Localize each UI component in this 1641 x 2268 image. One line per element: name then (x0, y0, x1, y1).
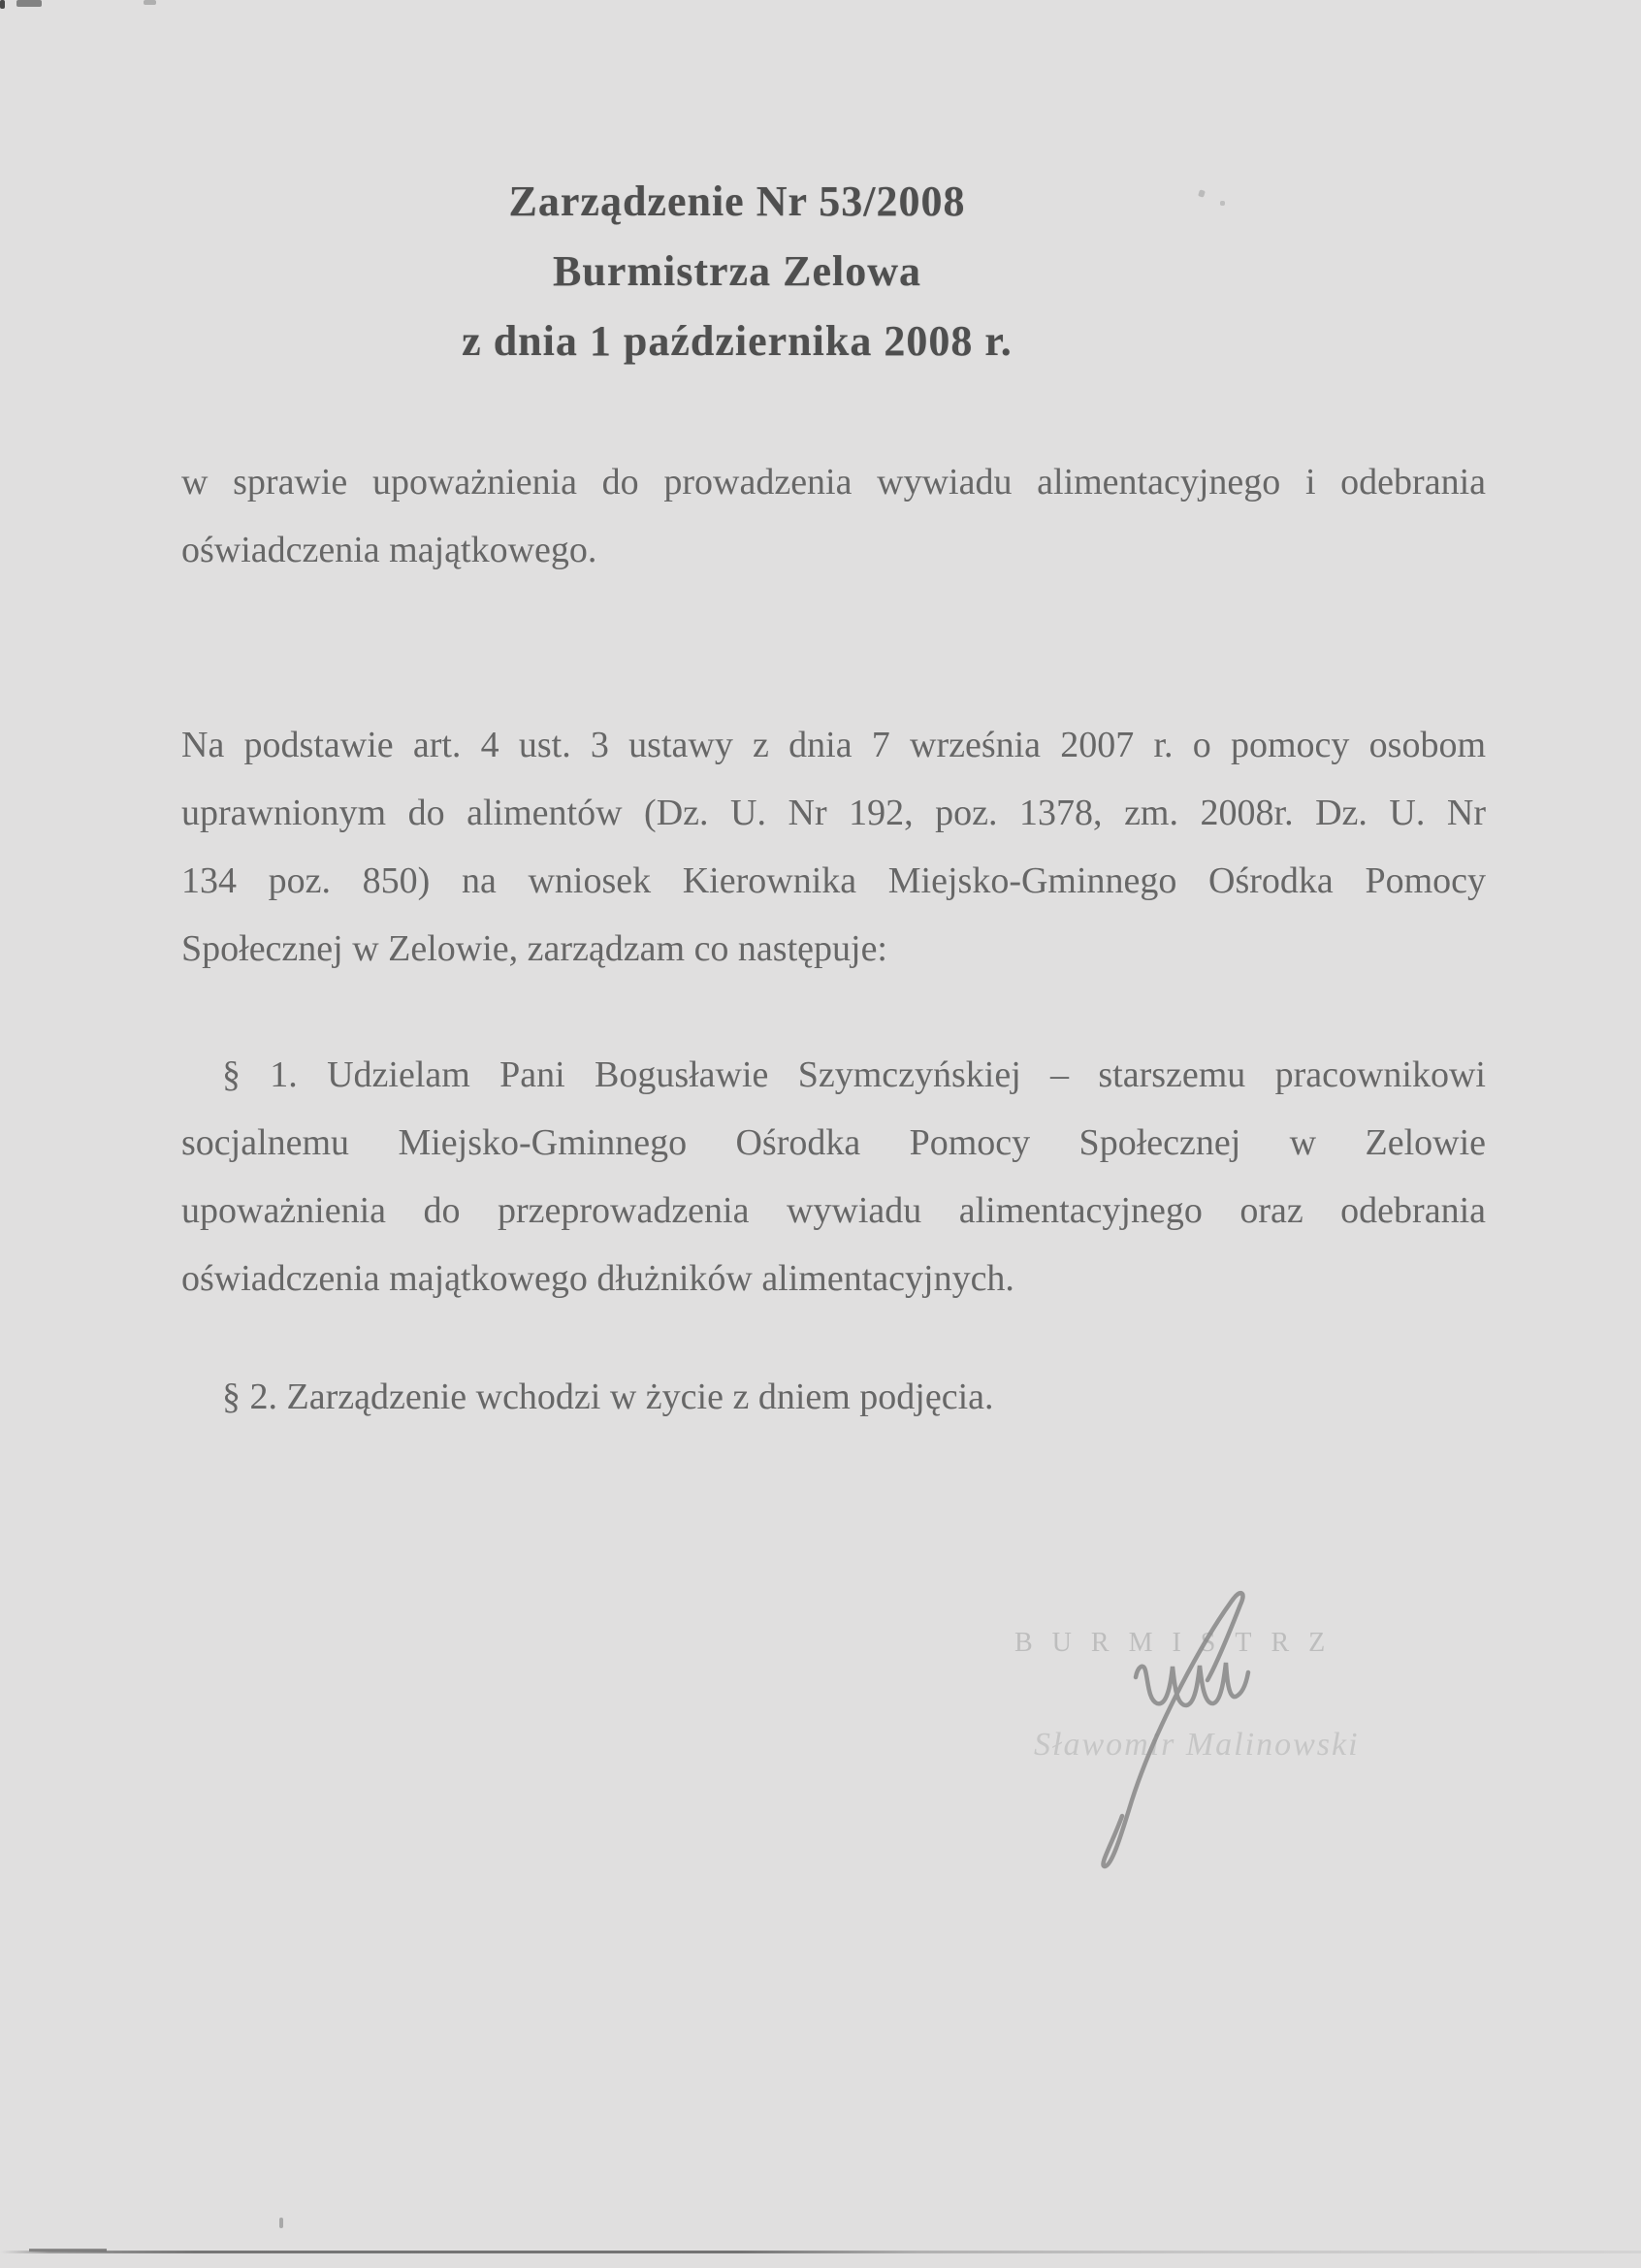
document-title-block (155, 167, 1319, 376)
scan-speck (16, 0, 42, 7)
scan-speck (144, 0, 156, 5)
subject-line: oświadczenia majątkowego. (181, 530, 597, 570)
scan-speck (0, 0, 5, 9)
preamble-line: Społecznej w Zelowie, zarządzam co następuje: (181, 928, 887, 969)
subject-paragraph (181, 448, 1486, 584)
scan-speck (1220, 201, 1225, 206)
document-date-line: z dnia 1 października 2008 r. (462, 317, 1013, 365)
paragraph-1-line: § 1. Udzielam Pani Bogusławie Szymczyńskiej – starszemu pracownikowi (222, 1054, 1486, 1095)
handwritten-signature (1067, 1581, 1280, 1872)
preamble-line: 134 poz. 850) na wniosek Kierownika Miejsko-Gminnego Ośrodka Pomocy (181, 860, 1486, 901)
preamble-line: Na podstawie art. 4 ust. 3 ustawy z dnia 7 września 2007 r. o pomocy osobom (181, 725, 1486, 765)
paragraph-1 (181, 1041, 1486, 1312)
scan-line-artifact (0, 2251, 1641, 2253)
paragraph-1-line: oświadczenia majątkowego dłużników alimentacyjnych. (181, 1258, 1014, 1299)
signer-name: Sławomir Malinowski (1034, 1727, 1360, 1763)
document-title-line: Burmistrza Zelowa (553, 247, 921, 295)
scan-speck (279, 2218, 283, 2228)
subject-line: w sprawie upoważnienia do prowadzenia wywiadu alimentacyjnego i odebrania (181, 462, 1486, 502)
paragraph-1-line: socjalnemu Miejsko-Gminnego Ośrodka Pomocy Społecznej w Zelowie (181, 1122, 1486, 1163)
document-title-line: Zarządzenie Nr 53/2008 (508, 178, 966, 225)
preamble-line: uprawnionym do alimentów (Dz. U. Nr 192, poz. 1378, zm. 2008r. Dz. U. Nr (181, 793, 1486, 833)
burmistrz-stamp-text: BURMISTRZ (1014, 1628, 1345, 1658)
preamble-paragraph (181, 711, 1486, 983)
paragraph-1-line: upoważnienia do przeprowadzenia wywiadu alimentacyjnego oraz odebrania (181, 1190, 1486, 1231)
paragraph-2 (181, 1363, 1486, 1431)
paragraph-2-line: § 2. Zarządzenie wchodzi w życie z dniem podjęcia. (222, 1377, 994, 1417)
